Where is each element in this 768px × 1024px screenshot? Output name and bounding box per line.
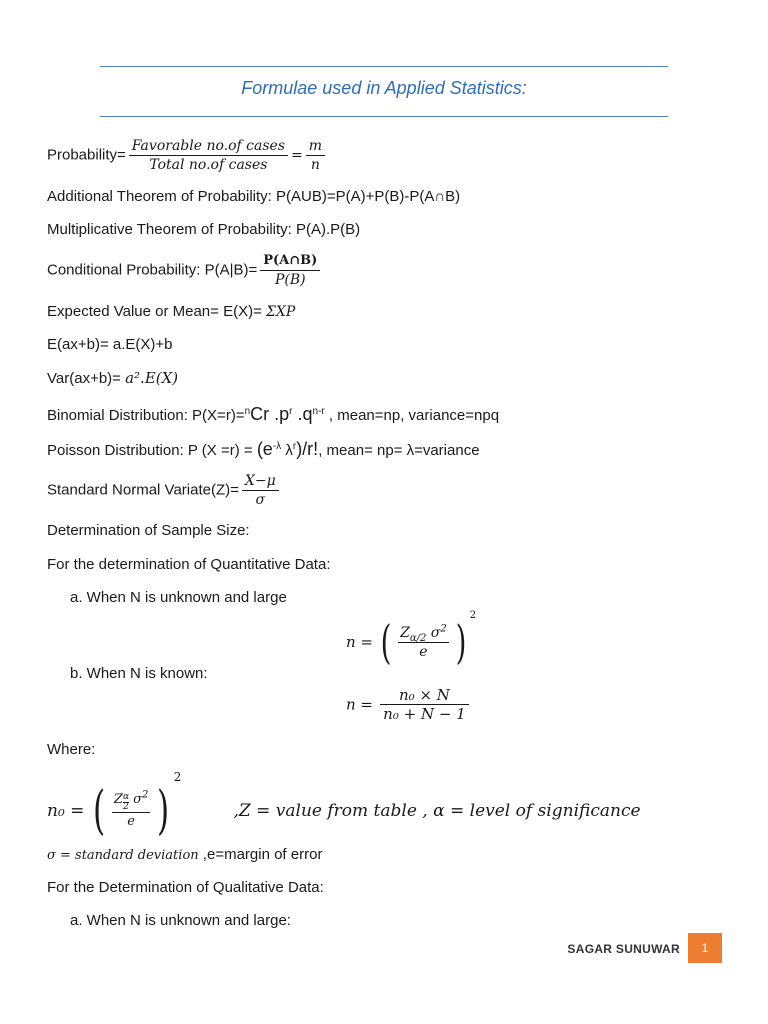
formula-n0-lhs: n₀ = [47, 801, 85, 822]
normal-fraction [242, 472, 279, 509]
standard-normal-variate [47, 472, 282, 509]
probability-fraction [129, 137, 288, 174]
formula-b-denominator: n₀ + N − 1 [383, 705, 466, 723]
formula-a-sigma: σ [426, 624, 441, 641]
probability-numerator: Favorable no.of cases [129, 137, 288, 156]
binomial-q: .q [292, 404, 313, 424]
probability-n: n [310, 157, 320, 173]
normal-label: Standard Normal Variate(Z)= [47, 481, 239, 499]
conditional-fraction [260, 252, 320, 289]
binomial-cr: Cr .p [250, 404, 290, 424]
binomial-distribution [47, 404, 499, 425]
formula-n0-two: 2 [123, 802, 129, 813]
expected-label: Expected Value or Mean= E(X)= [47, 303, 267, 320]
formula-n0-sigma-sup: 2 [142, 789, 149, 801]
item-a-unknown-large: a. When N is unknown and large [70, 589, 287, 606]
formula-n0-denominator: e [127, 814, 135, 830]
poisson-label: Poisson Distribution: P (X =r) = [47, 442, 257, 459]
formula-a-z: Z [400, 624, 410, 641]
probability-equals: = [291, 147, 303, 164]
poisson-distribution [47, 439, 480, 460]
expected-value [47, 303, 295, 320]
formula-a-left-paren: ( [380, 615, 392, 670]
poisson-close: )/r! [296, 439, 319, 459]
probability-mn-fraction [306, 137, 325, 174]
poisson-r-sup: r [292, 441, 297, 452]
formula-n0-alpha: α [122, 792, 130, 803]
conditional-denominator: P(B) [274, 272, 306, 288]
formula-a-sigma-sup: 2 [440, 622, 447, 634]
variance-label: Var(ax+b)= [47, 370, 126, 387]
probability-label: Probability= [47, 146, 126, 164]
formula-b-fraction [380, 686, 469, 723]
sample-size-heading: Determination of Sample Size: [47, 522, 250, 539]
poisson-lambda: λ [281, 442, 293, 459]
item-b-known: b. When N is known: [70, 665, 208, 682]
formula-n0-numerator [112, 791, 151, 813]
formula-a-outer-sup: 2 [469, 610, 477, 621]
qualitative-heading: For the Determination of Qualitative Data: [47, 879, 324, 896]
quantitative-heading: For the determination of Quantitative Data: [47, 556, 331, 573]
formula-b-numerator: n₀ × N [380, 686, 469, 705]
formula-n0-tail: ,Z = value from table , α = level of significance [233, 801, 641, 822]
binomial-tail: , mean=np, variance=npq [324, 407, 500, 424]
conditional-label: Conditional Probability: P(A|B)= [47, 261, 258, 279]
variance-formula: a².E(X) [125, 369, 179, 387]
formula-n0-z: Z [113, 792, 123, 808]
poisson-e: (e [256, 439, 273, 459]
formula-n0-outer-sup: 2 [173, 770, 182, 784]
binomial-label: Binomial Distribution: P(X=r)= [47, 407, 245, 424]
formula-a [346, 610, 477, 670]
binomial-nr-sup: n-r [312, 406, 325, 417]
formula-n0-right-paren: ) [157, 781, 170, 842]
footer-author: SAGAR SUNUWAR [567, 942, 680, 956]
probability-formula [47, 137, 328, 174]
title-rule [100, 116, 668, 117]
formula-n0 [47, 770, 641, 842]
normal-numerator: X−μ [242, 472, 279, 491]
binomial-r-sup: r [289, 406, 293, 417]
normal-denominator: σ [255, 492, 266, 508]
item-a2-unknown-large: a. When N is unknown and large: [70, 912, 291, 929]
formula-b [346, 686, 472, 723]
top-rule [100, 66, 668, 67]
variance-linear [47, 369, 178, 387]
conditional-numerator: P(A∩B) [260, 252, 320, 271]
expectation-linear: E(ax+b)= a.E(X)+b [47, 336, 173, 353]
where-label: Where: [47, 741, 96, 758]
page-number: 1 [688, 933, 722, 963]
conditional-probability [47, 252, 323, 289]
probability-denominator: Total no.of cases [149, 157, 268, 173]
formula-a-fraction [398, 624, 449, 661]
formula-n0-fraction [112, 791, 151, 831]
formula-b-lhs: n = [346, 695, 373, 714]
binomial-n-sup: n [244, 406, 251, 417]
sigma-definition-formula: σ = standard deviation [47, 848, 199, 863]
expected-formula: ΣXP [266, 304, 296, 320]
poisson-tail: , mean= np= λ=variance [318, 442, 480, 459]
formula-a-denominator: e [419, 643, 428, 660]
sigma-definition [47, 846, 322, 863]
addition-theorem: Additional Theorem of Probability: P(AUB)=P(A)+P(B)-P(A∩B) [47, 188, 461, 205]
formula-n0-left-paren: ( [92, 781, 105, 842]
formula-a-right-paren: ) [455, 615, 467, 670]
formula-a-z-sub: α/2 [409, 632, 427, 644]
formula-n0-sigma: σ [129, 792, 143, 808]
formula-a-numerator [398, 624, 449, 643]
formula-a-lhs: n = [346, 633, 373, 652]
sigma-definition-tail: ,e=margin of error [198, 846, 323, 863]
poisson-lambda-sup: -λ [272, 441, 282, 452]
multiplication-theorem: Multiplicative Theorem of Probability: P(A).P(B) [47, 221, 361, 238]
page-title: Formulae used in Applied Statistics: [241, 78, 527, 98]
probability-m: m [306, 137, 325, 156]
